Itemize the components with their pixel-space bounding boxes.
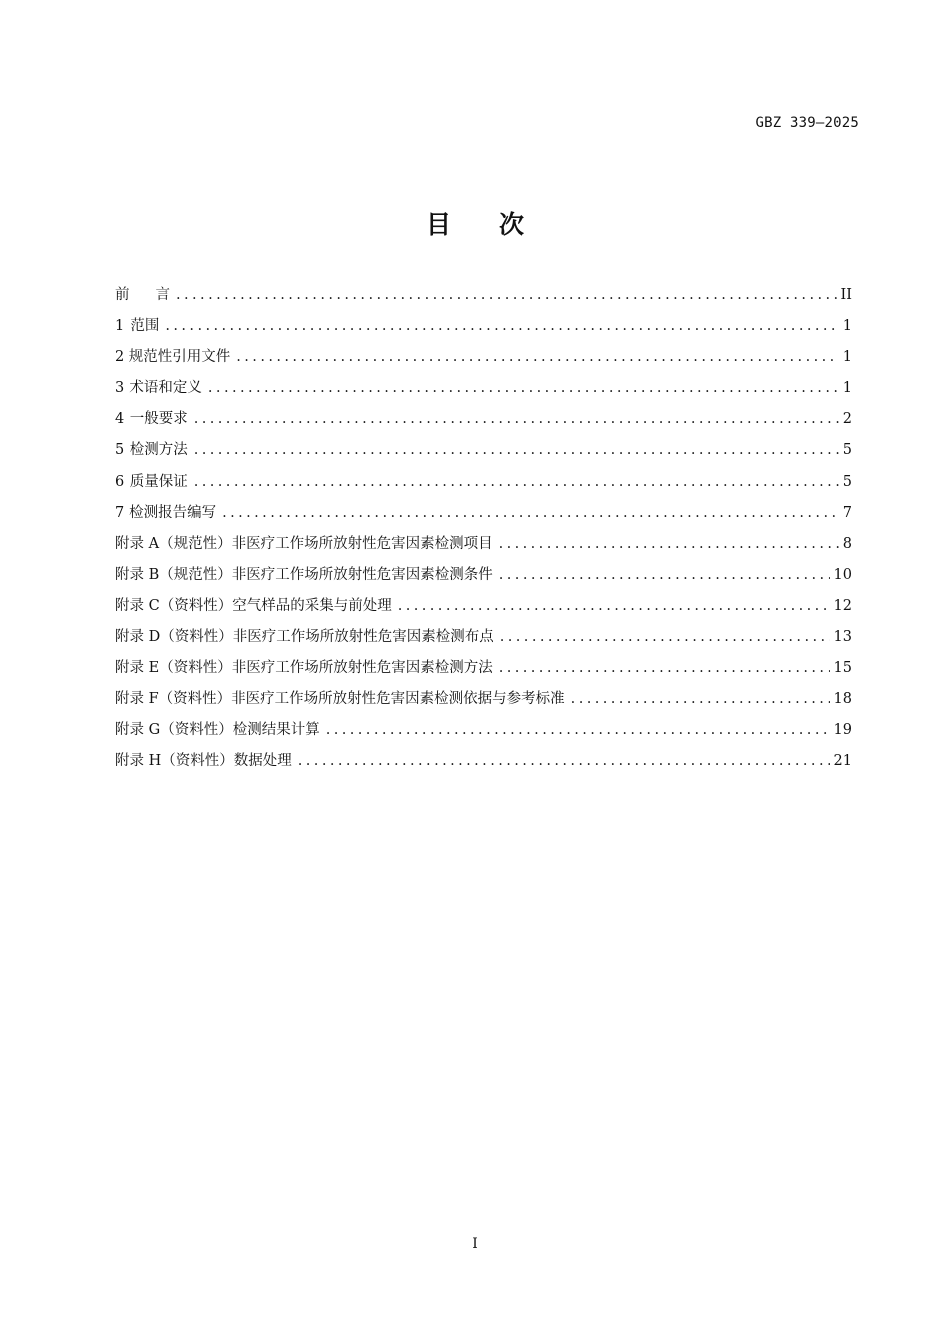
toc-entry-section-2[interactable]	[115, 345, 852, 376]
toc-section-number: 7	[115, 504, 125, 521]
toc-appendix-number: 附录 H	[115, 753, 162, 770]
title-char-2: 次	[499, 210, 525, 239]
toc-entry-foreword[interactable]	[115, 283, 852, 314]
dot-leader	[194, 474, 839, 490]
toc-appendix-kind: （资料性）	[160, 722, 233, 739]
toc-entry-text: 范围	[130, 318, 160, 335]
toc-section-number: 1	[115, 318, 125, 335]
toc-page-number: 12	[833, 597, 852, 614]
toc-page-number: 1	[842, 318, 852, 335]
dot-leader	[208, 380, 839, 396]
toc-appendix-number: 附录 B	[115, 566, 160, 583]
dot-leader	[194, 411, 839, 427]
toc-entry-appendix-b[interactable]	[115, 563, 852, 594]
dot-leader	[236, 349, 839, 365]
toc-entry-text: 非医疗工作场所放射性危害因素检测方法	[231, 660, 493, 677]
toc-page-number: 2	[842, 411, 852, 428]
toc-section-number: 5	[115, 442, 125, 459]
toc-entry-appendix-e[interactable]	[115, 656, 852, 687]
toc-section-number: 4	[115, 411, 125, 428]
dot-leader	[298, 753, 830, 769]
toc-page-number: 1	[842, 380, 852, 397]
toc-entry-appendix-a[interactable]	[115, 532, 852, 563]
toc-entry-appendix-c[interactable]	[115, 594, 852, 625]
toc-appendix-kind: （资料性）	[160, 629, 233, 646]
toc-page-number: 7	[842, 504, 852, 521]
toc-appendix-kind: （资料性）	[159, 597, 233, 614]
toc-section-number: 6	[115, 473, 125, 490]
toc-appendix-kind: （资料性）	[159, 660, 232, 677]
footer-page-number: I	[472, 1236, 478, 1252]
standard-code: GBZ 339—2025	[755, 115, 859, 131]
toc-section-number: 2	[115, 349, 125, 366]
toc-page-number: 5	[842, 442, 852, 459]
dot-leader	[165, 318, 838, 334]
dot-leader	[194, 442, 839, 458]
toc-entry-text: 检测报告编写	[129, 504, 217, 521]
toc-appendix-number: 附录 G	[115, 722, 161, 739]
dot-leader	[500, 629, 830, 645]
dot-leader	[398, 598, 830, 614]
toc-entry-text: 非医疗工作场所放射性危害因素检测项目	[231, 535, 493, 552]
toc-entry-section-7[interactable]	[115, 501, 852, 532]
page-title	[0, 205, 950, 241]
toc-page-number: 8	[842, 535, 852, 552]
toc-page-number: 1	[842, 349, 852, 366]
toc-entry-section-3[interactable]	[115, 376, 852, 407]
toc-page-number: 10	[833, 566, 852, 583]
dot-leader	[499, 660, 830, 676]
toc-entry-appendix-g[interactable]	[115, 718, 852, 749]
toc-entry-section-1[interactable]	[115, 314, 852, 345]
toc-page-number: 5	[842, 473, 852, 490]
toc-entry-text: 数据处理	[233, 753, 292, 770]
toc-entry-text: 非医疗工作场所放射性危害因素检测布点	[232, 629, 494, 646]
toc-page-number: 21	[833, 753, 852, 770]
toc-entry-section-4[interactable]	[115, 407, 852, 438]
title-char-1: 目	[425, 210, 451, 239]
toc-appendix-number: 附录 E	[115, 660, 160, 677]
dot-leader	[176, 287, 837, 303]
dot-leader	[326, 722, 830, 738]
toc-entry-text: 非医疗工作场所放射性危害因素检测条件	[231, 566, 493, 583]
toc-entry-appendix-f[interactable]	[115, 687, 852, 718]
toc-page-number: 18	[833, 691, 852, 708]
table-of-contents	[115, 283, 852, 781]
toc-appendix-kind: （资料性）	[161, 753, 234, 770]
toc-appendix-kind: （规范性）	[159, 535, 232, 552]
toc-page-number: 19	[833, 722, 852, 739]
toc-entry-text: 质量保证	[129, 473, 188, 490]
toc-appendix-kind: （资料性）	[158, 691, 232, 708]
toc-entry-text: 规范性引用文件	[128, 349, 231, 366]
toc-appendix-number: 附录 D	[115, 629, 161, 646]
toc-section-number: 3	[115, 380, 125, 397]
dot-leader	[571, 691, 830, 707]
toc-appendix-kind: （规范性）	[159, 566, 232, 583]
dot-leader	[499, 536, 839, 552]
toc-entry-text: 前 言	[115, 287, 170, 303]
toc-appendix-number: 附录 C	[115, 597, 160, 614]
toc-entry-text: 检测结果计算	[232, 722, 320, 739]
toc-page-number: II	[840, 287, 852, 303]
toc-entry-section-5[interactable]	[115, 438, 852, 469]
toc-entry-appendix-h[interactable]	[115, 749, 852, 780]
toc-entry-text: 检测方法	[129, 442, 188, 459]
toc-entry-text: 一般要求	[129, 411, 188, 428]
toc-appendix-number: 附录 A	[115, 535, 160, 552]
toc-entry-appendix-d[interactable]	[115, 625, 852, 656]
toc-page-number: 13	[833, 629, 852, 646]
toc-entry-section-6[interactable]	[115, 470, 852, 501]
toc-entry-text: 空气样品的采集与前处理	[232, 597, 392, 614]
toc-page-number: 15	[833, 660, 852, 677]
toc-entry-text: 非医疗工作场所放射性危害因素检测依据与参考标准	[231, 691, 565, 708]
toc-appendix-number: 附录 F	[115, 691, 159, 708]
dot-leader	[222, 505, 839, 521]
toc-entry-text: 术语和定义	[129, 380, 202, 397]
dot-leader	[499, 567, 830, 583]
